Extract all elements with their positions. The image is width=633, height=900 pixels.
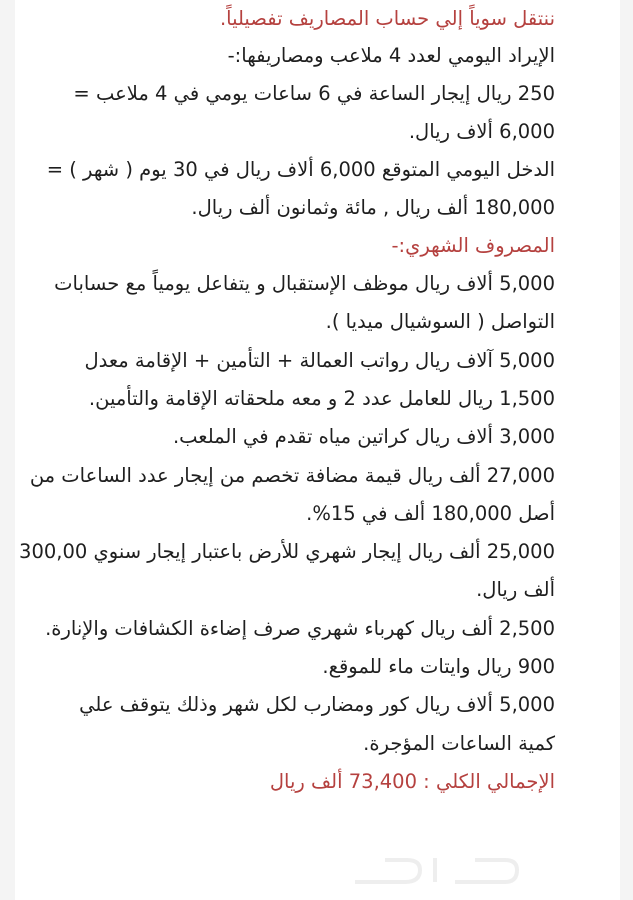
text-line: 1,500 ريال للعامل عدد 2 و معه ملحقاته الإقامة والتأمين. — [88, 386, 555, 410]
text-line: التواصل ( السوشيال ميديا ). — [325, 310, 555, 334]
section-heading-expenses-intro: ننتقل سوياً إلي حساب المصاريف تفصيلياً. — [219, 7, 555, 30]
haraj-watermark-logo — [345, 852, 525, 892]
text-line: 2,500 ألف ريال كهرباء شهري صرف إضاءة الكشافات والإنارة. — [45, 616, 555, 640]
text-line: كمية الساعات المؤجرة. — [363, 731, 555, 755]
text-line: الدخل اليومي المتوقع 6,000 ألاف ريال في 30 يوم ( شهر ) = — [46, 158, 555, 182]
text-line: 180,000 ألف ريال , مائة وثمانون ألف ريال. — [191, 196, 555, 220]
text-line: 900 ريال وايتات ماء للموقع. — [322, 655, 555, 679]
document-card — [15, 0, 620, 900]
text-line: أصل 180,000 ألف في 15%. — [306, 501, 555, 525]
text-line: 5,000 آلاف ريال رواتب العمالة + التأمين + الإقامة معدل — [84, 348, 555, 372]
section-heading-monthly-expenses: المصروف الشهري:- — [391, 233, 555, 257]
text-line: 250 ريال إيجار الساعة في 6 ساعات يومي في 4 ملاعب = — [73, 81, 555, 105]
text-line: 27,000 ألف ريال قيمة مضافة تخصم من إيجار عدد الساعات من — [29, 463, 555, 487]
text-line: 5,000 ألاف ريال موظف الإستقبال و يتفاعل يومياً مع حسابات — [54, 272, 555, 296]
text-line: 25,000 ألف ريال إيجار شهري للأرض باعتبار إيجار سنوي 300,00 — [19, 540, 555, 564]
text-line: الإيراد اليومي لعدد 4 ملاعب ومصاريفها:- — [227, 44, 555, 68]
document-content — [15, 4, 555, 796]
text-line: 3,000 ألاف ريال كراتين مياه تقدم في الملعب. — [172, 425, 555, 449]
text-line: ألف ريال. — [476, 578, 555, 602]
text-line: 6,000 ألاف ريال. — [408, 119, 555, 143]
text-line: 5,000 ألاف ريال كور ومضارب لكل شهر وذلك يتوقف علي — [79, 693, 555, 717]
total-line: الإجمالي الكلي : 73,400 ألف ريال — [269, 769, 555, 793]
